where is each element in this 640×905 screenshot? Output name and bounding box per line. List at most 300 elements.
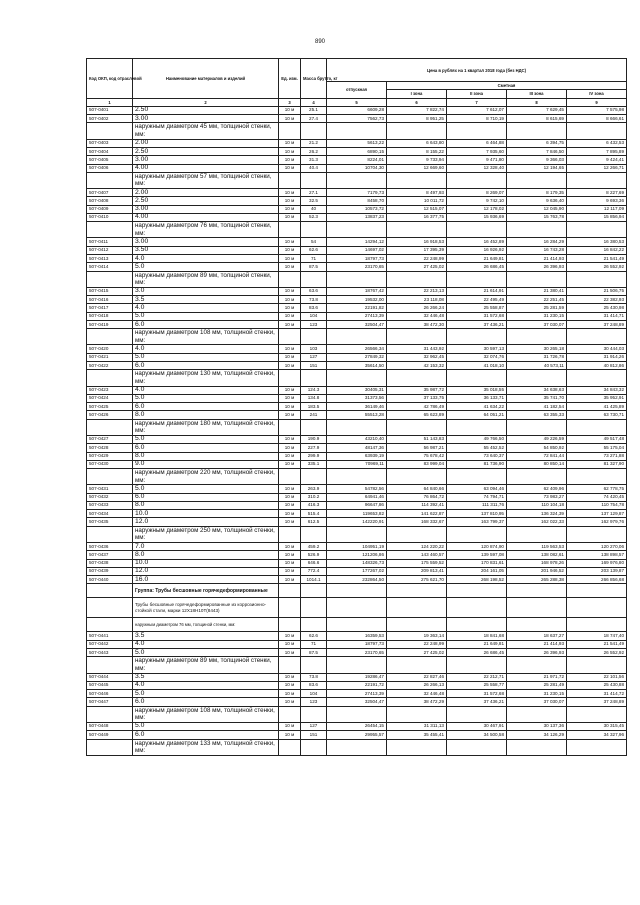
zone-2-price-cell: 120 874,90 — [447, 542, 507, 550]
item-name-cell: 10.0 — [133, 559, 279, 567]
empty-cell — [507, 526, 567, 542]
release-price-cell: 30405,31 — [327, 386, 387, 394]
unit-cell: 10 м — [279, 386, 301, 394]
okp-code-cell: 507-0417 — [87, 304, 133, 312]
zone-3-price-cell: 21 380,41 — [507, 287, 567, 295]
release-price-cell: 43210,40 — [327, 435, 387, 443]
zone-4-price-cell: 9 693,36 — [567, 197, 627, 205]
section-header-row — [87, 419, 627, 435]
column-number: 4 — [301, 98, 327, 106]
okp-code-cell: 507-0433 — [87, 501, 133, 509]
zone-2-price-cell: 12 328,40 — [447, 164, 507, 172]
zone-3-price-cell: 110 104,18 — [507, 501, 567, 509]
zone-1-price-cell: 22 248,99 — [387, 255, 447, 263]
unit-cell: 10 м — [279, 493, 301, 501]
zone-3-price-cell: 201 946,52 — [507, 567, 567, 575]
zone-4-price-cell: 169 976,80 — [567, 559, 627, 567]
zone-2-price-cell: 81 736,90 — [447, 460, 507, 468]
release-price-cell: 22191,82 — [327, 304, 387, 312]
okp-code-cell: 507-0439 — [87, 567, 133, 575]
release-price-cell: 5613,22 — [327, 139, 387, 147]
table-row — [87, 296, 627, 304]
column-number: 7 — [447, 98, 507, 106]
empty-cell — [447, 370, 507, 386]
unit-cell: 10 м — [279, 304, 301, 312]
okp-code-cell: 507-0419 — [87, 320, 133, 328]
zone-4-price-cell: 12 117,09 — [567, 205, 627, 213]
table-row — [87, 213, 627, 221]
item-name-cell: 3.00 — [133, 115, 279, 123]
zone-3-price-cell: 49 226,59 — [507, 435, 567, 443]
section-header-row — [87, 123, 627, 139]
okp-code-cell: 507-0426 — [87, 411, 133, 419]
item-name-cell: 5.0 — [133, 263, 279, 271]
table-row — [87, 690, 627, 698]
table-row — [87, 722, 627, 730]
zone-4-price-cell: 26 552,92 — [567, 263, 627, 271]
empty-cell — [327, 222, 387, 238]
empty-cell — [387, 271, 447, 287]
zone-1-price-cell: 12 669,60 — [387, 164, 447, 172]
zone-3-price-cell: 12 045,90 — [507, 205, 567, 213]
zone-3-price-cell: 6 394,75 — [507, 139, 567, 147]
zone-2-price-cell: 25 558,77 — [447, 681, 507, 689]
section-header-row — [87, 329, 627, 345]
zone-4-price-cell: 55 175,04 — [567, 444, 627, 452]
column-number: 2 — [133, 98, 279, 106]
zone-2-price-cell: 32 074,76 — [447, 353, 507, 361]
empty-cell — [567, 618, 627, 632]
zone-4-price-cell: 35 952,91 — [567, 394, 627, 402]
mass-cell: 104 — [301, 312, 327, 320]
table-row — [87, 518, 627, 526]
mass-cell: 62.6 — [301, 632, 327, 640]
section-title-cell: наружным диаметром 220 мм, толщиной стенки, мм: — [133, 469, 279, 485]
empty-cell — [507, 739, 567, 755]
okp-code-cell: 507-0407 — [87, 189, 133, 197]
zone-4-price-cell: 40 812,86 — [567, 362, 627, 370]
price-table — [86, 58, 627, 756]
zone-3-price-cell: 73 983,27 — [507, 493, 567, 501]
zone-3-price-cell: 16 743,28 — [507, 246, 567, 254]
table-row — [87, 106, 627, 114]
mass-cell: 772.4 — [301, 567, 327, 575]
subgroup-header-row — [87, 598, 627, 618]
zone-1-price-cell: 209 813,41 — [387, 567, 447, 575]
table-row — [87, 147, 627, 155]
zone-2-price-cell: 111 311,76 — [447, 501, 507, 509]
zone-1-price-cell: 22 248,99 — [387, 640, 447, 648]
okp-code-cell: 507-0408 — [87, 197, 133, 205]
zone-4-price-cell: 21 506,75 — [567, 287, 627, 295]
zone-2-price-cell: 31 572,68 — [447, 312, 507, 320]
empty-cell — [327, 598, 387, 618]
okp-code-cell: 507-0418 — [87, 312, 133, 320]
okp-code-cell: 507-0412 — [87, 246, 133, 254]
okp-code-cell: 507-0405 — [87, 156, 133, 164]
item-name-cell: 4.0 — [133, 345, 279, 353]
unit-cell: 10 м — [279, 238, 301, 246]
section-title-cell: наружным диаметром 45 мм, толщиной стенки, мм: — [133, 123, 279, 139]
unit-cell: 10 м — [279, 649, 301, 657]
table-row — [87, 698, 627, 706]
table-row — [87, 649, 627, 657]
zone-1-price-cell: 9 733,94 — [387, 156, 447, 164]
column-number: 3 — [279, 98, 301, 106]
unit-cell: 10 м — [279, 139, 301, 147]
empty-cell — [279, 271, 301, 287]
item-name-cell: 10.0 — [133, 510, 279, 518]
zone-4-price-cell: 7 895,89 — [567, 147, 627, 155]
zone-1-price-cell: 16 377,75 — [387, 213, 447, 221]
header-zone-3: III зона — [507, 90, 567, 98]
empty-cell — [301, 329, 327, 345]
zone-2-price-cell: 49 766,50 — [447, 435, 507, 443]
mass-cell: 103 — [301, 345, 327, 353]
header-code: Код ОКП, код отраслевой — [87, 59, 133, 99]
release-price-cell: 23170,65 — [327, 649, 387, 657]
empty-cell — [87, 526, 133, 542]
empty-cell — [567, 526, 627, 542]
zone-1-price-cell: 16 918,53 — [387, 238, 447, 246]
empty-cell — [279, 526, 301, 542]
zone-4-price-cell: 203 139,87 — [567, 567, 627, 575]
zone-4-price-cell: 41 425,89 — [567, 403, 627, 411]
table-row — [87, 731, 627, 739]
note-row — [87, 618, 627, 632]
table-row — [87, 501, 627, 509]
section-title-cell: наружным диаметром 89 мм, толщиной стенки, мм: — [133, 657, 279, 673]
table-row — [87, 542, 627, 550]
empty-cell — [567, 706, 627, 722]
table-row — [87, 460, 627, 468]
item-name-cell: 8.0 — [133, 551, 279, 559]
empty-cell — [87, 618, 133, 632]
okp-code-cell: 507-0402 — [87, 115, 133, 123]
zone-1-price-cell: 64 840,66 — [387, 485, 447, 493]
column-number: 6 — [387, 98, 447, 106]
zone-1-price-cell: 31 443,92 — [387, 345, 447, 353]
zone-1-price-cell: 38 472,29 — [387, 698, 447, 706]
empty-cell — [387, 370, 447, 386]
empty-cell — [327, 419, 387, 435]
zone-1-price-cell: 275 621,70 — [387, 576, 447, 584]
zone-3-price-cell: 138 082,61 — [507, 551, 567, 559]
okp-code-cell: 507-0416 — [87, 296, 133, 304]
empty-cell — [87, 172, 133, 188]
mass-cell: 104 — [301, 690, 327, 698]
zone-4-price-cell: 49 517,48 — [567, 435, 627, 443]
zone-3-price-cell: 80 850,14 — [507, 460, 567, 468]
item-name-cell: 3.50 — [133, 246, 279, 254]
okp-code-cell: 507-0436 — [87, 542, 133, 550]
zone-4-price-cell: 15 856,94 — [567, 213, 627, 221]
zone-4-price-cell: 138 898,57 — [567, 551, 627, 559]
empty-cell — [87, 598, 133, 618]
zone-2-price-cell: 30 597,13 — [447, 345, 507, 353]
empty-cell — [87, 706, 133, 722]
zone-2-price-cell: 21 614,91 — [447, 287, 507, 295]
zone-4-price-cell: 266 856,68 — [567, 576, 627, 584]
mass-cell: 87.5 — [301, 649, 327, 657]
zone-3-price-cell: 30 265,18 — [507, 345, 567, 353]
item-name-cell: 5.0 — [133, 722, 279, 730]
okp-code-cell: 507-0421 — [87, 353, 133, 361]
zone-4-price-cell: 7 575,98 — [567, 106, 627, 114]
empty-cell — [447, 706, 507, 722]
unit-cell: 10 м — [279, 411, 301, 419]
release-price-cell: 177267,02 — [327, 567, 387, 575]
zone-3-price-cell: 72 841,44 — [507, 452, 567, 460]
zone-1-price-cell: 37 133,75 — [387, 394, 447, 402]
zone-2-price-cell: 268 198,52 — [447, 576, 507, 584]
unit-cell: 10 м — [279, 255, 301, 263]
zone-1-price-cell: 12 515,07 — [387, 205, 447, 213]
zone-4-price-cell: 9 424,41 — [567, 156, 627, 164]
unit-cell: 10 м — [279, 551, 301, 559]
item-name-cell: 16.0 — [133, 576, 279, 584]
zone-1-price-cell: 23 118,08 — [387, 296, 447, 304]
mass-cell: 416.3 — [301, 501, 327, 509]
okp-code-cell: 507-0447 — [87, 698, 133, 706]
mass-cell: 134.8 — [301, 394, 327, 402]
empty-cell — [567, 419, 627, 435]
unit-cell: 10 м — [279, 640, 301, 648]
empty-cell — [301, 222, 327, 238]
empty-cell — [387, 618, 447, 632]
mass-cell: 54 — [301, 238, 327, 246]
zone-3-price-cell: 21 971,72 — [507, 673, 567, 681]
zone-1-price-cell: 8 155,22 — [387, 147, 447, 155]
zone-4-price-cell: 37 248,89 — [567, 698, 627, 706]
zone-2-price-cell: 9 742,10 — [447, 197, 507, 205]
section-title-cell: наружным диаметром 89 мм, толщиной стенки, мм: — [133, 271, 279, 287]
empty-cell — [327, 123, 387, 139]
table-row — [87, 263, 627, 271]
section-title-cell: Группа: Трубы бесшовные горячедеформированные — [133, 584, 279, 598]
zone-1-price-cell: 35 987,72 — [387, 386, 447, 394]
unit-cell: 10 м — [279, 673, 301, 681]
zone-3-price-cell: 7 629,45 — [507, 106, 567, 114]
zone-3-price-cell: 62 409,96 — [507, 485, 567, 493]
zone-3-price-cell: 15 763,78 — [507, 213, 567, 221]
empty-cell — [447, 526, 507, 542]
zone-2-price-cell: 6 464,88 — [447, 139, 507, 147]
item-name-cell: 5.0 — [133, 649, 279, 657]
release-price-cell: 26566,34 — [327, 345, 387, 353]
mass-cell: 151 — [301, 362, 327, 370]
empty-cell — [327, 657, 387, 673]
release-price-cell: 19286,47 — [327, 673, 387, 681]
table-row — [87, 403, 627, 411]
header-zone-2: II зона — [447, 90, 507, 98]
item-name-cell: 9.0 — [133, 460, 279, 468]
zone-1-price-cell: 38 472,30 — [387, 320, 447, 328]
empty-cell — [567, 172, 627, 188]
empty-cell — [279, 618, 301, 632]
header-release: отпускная — [327, 82, 387, 99]
unit-cell: 10 м — [279, 690, 301, 698]
zone-2-price-cell: 204 161,05 — [447, 567, 507, 575]
zone-4-price-cell: 21 541,49 — [567, 255, 627, 263]
unit-cell: 10 м — [279, 731, 301, 739]
section-header-row — [87, 526, 627, 542]
table-row — [87, 559, 627, 567]
zone-1-price-cell: 75 678,42 — [387, 452, 447, 460]
empty-cell — [387, 172, 447, 188]
empty-cell — [507, 419, 567, 435]
mass-cell: 27.1 — [301, 189, 327, 197]
zone-2-price-cell: 21 649,81 — [447, 640, 507, 648]
item-name-cell: 2.50 — [133, 197, 279, 205]
item-name-cell: 6.0 — [133, 444, 279, 452]
release-price-cell: 14697,02 — [327, 246, 387, 254]
zone-4-price-cell: 34 843,32 — [567, 386, 627, 394]
okp-code-cell: 507-0444 — [87, 673, 133, 681]
okp-code-cell: 507-0414 — [87, 263, 133, 271]
empty-cell — [447, 739, 507, 755]
unit-cell: 10 м — [279, 501, 301, 509]
zone-1-price-cell: 6 643,80 — [387, 139, 447, 147]
zone-1-price-cell: 175 559,52 — [387, 559, 447, 567]
empty-cell — [567, 271, 627, 287]
mass-cell: 190.9 — [301, 435, 327, 443]
unit-cell: 10 м — [279, 345, 301, 353]
empty-cell — [87, 370, 133, 386]
unit-cell: 10 м — [279, 444, 301, 452]
empty-cell — [447, 123, 507, 139]
release-price-cell: 148326,73 — [327, 559, 387, 567]
release-price-cell: 26454,15 — [327, 722, 387, 730]
zone-2-price-cell: 8 710,19 — [447, 115, 507, 123]
okp-code-cell: 507-0413 — [87, 255, 133, 263]
zone-3-price-cell: 168 978,26 — [507, 559, 567, 567]
okp-code-cell: 507-0442 — [87, 640, 133, 648]
zone-2-price-cell: 41 634,22 — [447, 403, 507, 411]
release-price-cell: 10704,30 — [327, 164, 387, 172]
zone-4-price-cell: 137 129,87 — [567, 510, 627, 518]
unit-cell: 10 м — [279, 460, 301, 468]
zone-3-price-cell: 31 230,15 — [507, 312, 567, 320]
mass-cell: 124.3 — [301, 386, 327, 394]
zone-3-price-cell: 34 638,63 — [507, 386, 567, 394]
unit-cell: 10 м — [279, 197, 301, 205]
empty-cell — [447, 419, 507, 435]
zone-4-price-cell: 16 380,53 — [567, 238, 627, 246]
empty-cell — [387, 329, 447, 345]
zone-3-price-cell: 21 414,93 — [507, 255, 567, 263]
zone-1-price-cell: 8 497,93 — [387, 189, 447, 197]
mass-cell: 87.5 — [301, 263, 327, 271]
okp-code-cell: 507-0429 — [87, 452, 133, 460]
mass-cell: 127 — [301, 353, 327, 361]
empty-cell — [327, 584, 387, 598]
empty-cell — [387, 598, 447, 618]
zone-4-price-cell: 8 227,69 — [567, 189, 627, 197]
unit-cell: 10 м — [279, 698, 301, 706]
zone-1-price-cell: 26 266,13 — [387, 681, 447, 689]
empty-cell — [447, 598, 507, 618]
empty-cell — [387, 657, 447, 673]
header-unit: Ед. изм. — [279, 59, 301, 99]
section-title-cell: наружным диаметром 76 мм, толщиной стенки, мм: — [133, 222, 279, 238]
header-mass: Масса брутто, кг — [301, 59, 327, 99]
zone-3-price-cell: 119 563,53 — [507, 542, 567, 550]
zone-1-price-cell: 141 622,87 — [387, 510, 447, 518]
table-row — [87, 394, 627, 402]
zone-1-price-cell: 10 011,72 — [387, 197, 447, 205]
table-row — [87, 139, 627, 147]
mass-cell: 71 — [301, 255, 327, 263]
unit-cell: 10 м — [279, 362, 301, 370]
empty-cell — [327, 172, 387, 188]
empty-cell — [301, 526, 327, 542]
page-number: 890 — [314, 39, 325, 45]
unit-cell: 10 м — [279, 246, 301, 254]
empty-cell — [447, 657, 507, 673]
zone-4-price-cell: 73 271,88 — [567, 452, 627, 460]
empty-cell — [507, 706, 567, 722]
zone-1-price-cell: 114 392,41 — [387, 501, 447, 509]
mass-cell: 26.2 — [301, 147, 327, 155]
empty-cell — [507, 222, 567, 238]
empty-cell — [301, 706, 327, 722]
zone-2-price-cell: 8 269,07 — [447, 189, 507, 197]
zone-4-price-cell: 8 666,61 — [567, 115, 627, 123]
mass-cell: 27.4 — [301, 115, 327, 123]
mass-cell: 32.5 — [301, 197, 327, 205]
zone-2-price-cell: 34 500,58 — [447, 731, 507, 739]
zone-3-price-cell: 31 230,15 — [507, 690, 567, 698]
empty-cell — [87, 419, 133, 435]
release-price-cell: 119653,82 — [327, 510, 387, 518]
zone-4-price-cell: 6 432,53 — [567, 139, 627, 147]
empty-cell — [567, 370, 627, 386]
item-name-cell: 3.0 — [133, 287, 279, 295]
unit-cell: 10 м — [279, 559, 301, 567]
table-row — [87, 551, 627, 559]
zone-4-price-cell: 31 914,26 — [567, 353, 627, 361]
release-price-cell: 55513,28 — [327, 411, 387, 419]
release-price-cell: 70969,11 — [327, 460, 387, 468]
empty-cell — [387, 584, 447, 598]
empty-cell — [327, 370, 387, 386]
zone-3-price-cell: 31 726,78 — [507, 353, 567, 361]
table-row — [87, 640, 627, 648]
item-name-cell: 4.0 — [133, 386, 279, 394]
zone-4-price-cell: 74 420,45 — [567, 493, 627, 501]
zone-2-price-cell: 26 686,45 — [447, 649, 507, 657]
zone-2-price-cell: 22 212,71 — [447, 673, 507, 681]
section-title-cell: Трубы бесшовные горячедеформированные из коррозионно-стойкой стали, марки 12Х18Н10Т(8443) — [133, 598, 279, 618]
empty-cell — [301, 370, 327, 386]
mass-cell: 73.8 — [301, 296, 327, 304]
zone-2-price-cell: 137 810,95 — [447, 510, 507, 518]
zone-4-price-cell: 22 101,56 — [567, 673, 627, 681]
unit-cell: 10 м — [279, 632, 301, 640]
zone-3-price-cell: 30 137,36 — [507, 722, 567, 730]
unit-cell: 10 м — [279, 320, 301, 328]
release-price-cell: 232864,50 — [327, 576, 387, 584]
header-zone-1: I зона — [387, 90, 447, 98]
mass-cell: 127 — [301, 722, 327, 730]
table-row — [87, 632, 627, 640]
zone-2-price-cell: 18 841,68 — [447, 632, 507, 640]
table-row — [87, 115, 627, 123]
mass-cell: 71 — [301, 640, 327, 648]
zone-2-price-cell: 25 558,87 — [447, 304, 507, 312]
zone-4-price-cell: 30 444,03 — [567, 345, 627, 353]
